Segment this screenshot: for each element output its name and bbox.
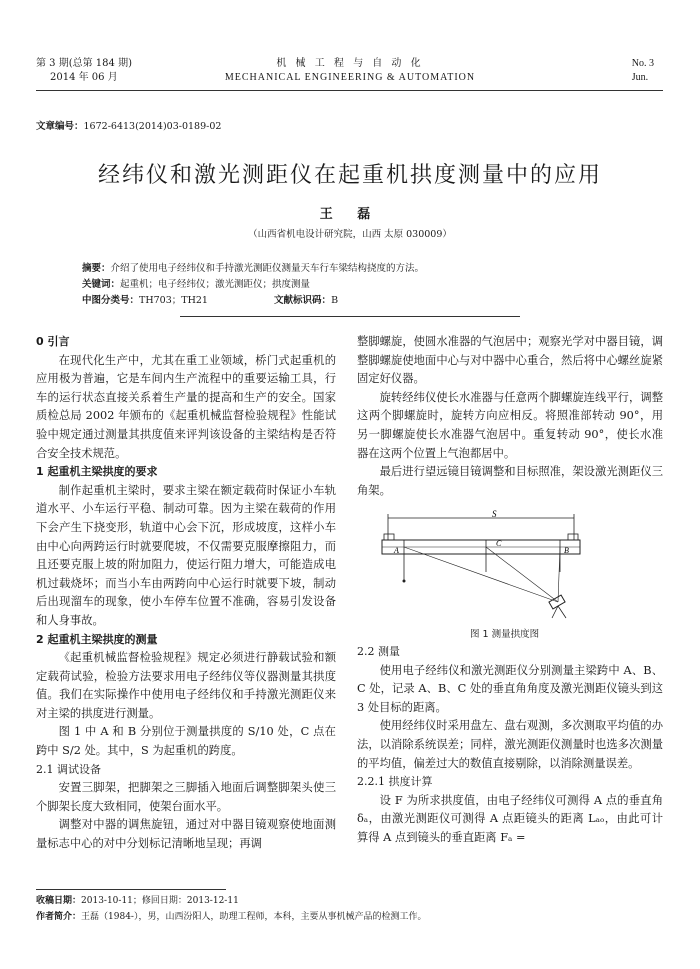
author-bio-text: 王磊（1984-），男，山西汾阳人，助理工程师，本科，主要从事机械产品的检测工作。 [81, 912, 427, 922]
paragraph: 调整对中器的调焦旋钮，通过对中器目镜观察使地面测量标志中心的对中分划标记清晰地呈现；再调 [36, 818, 336, 851]
author: 王 磊 [319, 207, 381, 222]
author-bio [36, 910, 426, 924]
paragraph: 图 1 中 A 和 B 分别位于测量拱度的 S/10 处，C 点在跨中 S/2 处。其中，S 为起重机的跨度。 [36, 725, 336, 758]
right-column-bottom [357, 643, 663, 848]
article-number-value: 1672-6413(2014)03-0189-02 [83, 121, 222, 132]
article-number [36, 118, 221, 132]
journal-cn: 机 械 工 程 与 自 动 化 [276, 58, 424, 69]
paragraph: 《起重机械监督检验规程》规定必须进行静载试验和额定载荷试验，检验方法要求用电子经纬仪等仪器测量其拱度值。我们在实际操作中使用电子经纬仪和手持激光测距仪来对主梁的拱度进行测量。 [36, 651, 336, 720]
issue-number [632, 57, 654, 85]
label-c: C [496, 539, 502, 548]
label-a: A [394, 546, 399, 555]
paragraph: 在现代化生产中，尤其在重工业领域，桥门式起重机的应用极为普遍，它是车间内生产流程中的重要运输工具，行车的运行状态直接关系着生产量的提高和生产的安全。国家质检总局 2002 年颁布的《起重机械监督检验规程》性能试验中规定通过测量其拱度值来评判该设备的主梁结构是否符合安全技术规范。 [36, 353, 336, 460]
paragraph: 安置三脚架，把脚架之三脚插入地面后调整脚架头使三个脚架长度大致相同，使架台面水平。 [36, 781, 336, 813]
journal-en: MECHANICAL ENGINEERING & AUTOMATION [224, 72, 476, 83]
keywords [82, 278, 310, 291]
paragraph: 旋转经纬仪使长水准器与任意两个脚螺旋连线平行，调整这两个脚螺旋时，旋转方向应相反。将照准部转动 90°，用另一脚螺旋使长水准器气泡居中。重复转动 90°，使长水准器在这两个位置上气泡都居中。 [357, 390, 663, 460]
keywords-text: 起重机；电子经纬仪；激光测距仪；拱度测量 [120, 279, 311, 290]
abstract [82, 262, 424, 275]
paragraph: 使用电子经纬仪和激光测距仪分别测量主梁跨中 A、B、C 处，记录 A、B、C 处的垂直角角度及激光测距仪镜头到这 3 处目标的距离。 [357, 663, 663, 714]
abstract-text: 介绍了使用电子经纬仪和手持激光测距仪测量天车行车梁结构挠度的方法。 [110, 263, 425, 274]
right-column-top [357, 333, 663, 500]
classification [82, 294, 338, 307]
paragraph: 使用经纬仪时采用盘左、盘右观测，多次测取平均值的办法，以消除系统误差；同样，激光测距仪测量时也选多次测量的平均值，偏差过大的数值直接剔除，以消除测量误差。 [357, 719, 663, 770]
keywords-label: 关键词： [82, 279, 121, 290]
received-dates [36, 894, 239, 908]
section-1-heading: 1 起重机主梁拱度的要求 [36, 465, 158, 479]
section-2-1-heading: 2.1 调试设备 [36, 762, 101, 776]
received-value: 2013-10-11；修回日期：2013-12-11 [81, 896, 239, 906]
header-rule [36, 90, 663, 91]
affiliation: （山西省机电设计研究院，山西 太原 030009） [248, 229, 452, 240]
section-0-heading: 0 引言 [36, 335, 70, 348]
label-span-s: S [492, 510, 497, 519]
received-label: 收稿日期： [36, 896, 82, 906]
left-column [36, 333, 336, 854]
section-2-2-heading: 2.2 测量 [357, 645, 400, 658]
paragraph: 设 F 为所求拱度值，由电子经纬仪可测得 A 点的垂直角 δₐ，由激光测距仪可测得 A 点距镜头的距离 Lₐₒ，由此可计算得 A 点到镜头的垂直距离 Fₐ = [357, 793, 663, 844]
doc-code-label: 文献标识码： [274, 295, 332, 306]
journal-name [0, 57, 700, 85]
date-cn: 2014 年 06 月 [50, 72, 118, 83]
label-b: B [564, 546, 569, 555]
article-number-label: 文章编号： [36, 121, 84, 132]
paragraph: 制作起重机主梁时，要求主梁在额定载荷时保证小车轨道水平、小车运行平稳、制动可靠。因为主梁在载荷的作用下会产生下挠变形，轨道中心会下沉，形成坡度，这样小车由中心向两跨运行时就要爬坡，不仅需要克服摩擦阻力，而且还要克服上坡的附加阻力，使运行阻力增大，可能造成电机过载烧坏；而当小车由两跨向中心运行时就要下坡，制动后出现溜车的现象，使小车停车位置不准确，容易引发设备和人身事故。 [36, 483, 336, 627]
issue-month: Jun. [631, 72, 649, 83]
doc-code-text: B [331, 295, 339, 306]
section-2-heading: 2 起重机主梁拱度的测量 [36, 632, 158, 646]
paragraph: 最后进行望远镜目镜调整和目标照准，架设激光测距仪三角架。 [357, 465, 663, 497]
issue-cn: 第 3 期(总第 184 期) [36, 58, 132, 69]
section-2-2-1-heading: 2.2.1 拱度计算 [357, 775, 433, 789]
classification-text: TH703；TH21 [139, 295, 208, 306]
abstract-rule [180, 316, 520, 317]
figure-1-caption: 图 1 测量拱度图 [470, 629, 540, 640]
paragraph: 整脚螺旋，使圆水准器的气泡居中；观察光学对中器目镜，调整脚螺旋使地面中心与对中器中心重合，然后将中心螺丝旋紧固定好仪器。 [357, 335, 663, 386]
footnote-rule [36, 889, 226, 890]
abstract-label: 摘要： [82, 263, 111, 274]
figure-1-diagram [374, 510, 608, 620]
author-bio-label: 作者简介： [36, 912, 82, 922]
issue-no: No. 3 [631, 58, 654, 69]
classification-label: 中图分类号： [82, 295, 140, 306]
page-title: 经纬仪和激光测距仪在起重机拱度测量中的应用 [97, 163, 602, 188]
